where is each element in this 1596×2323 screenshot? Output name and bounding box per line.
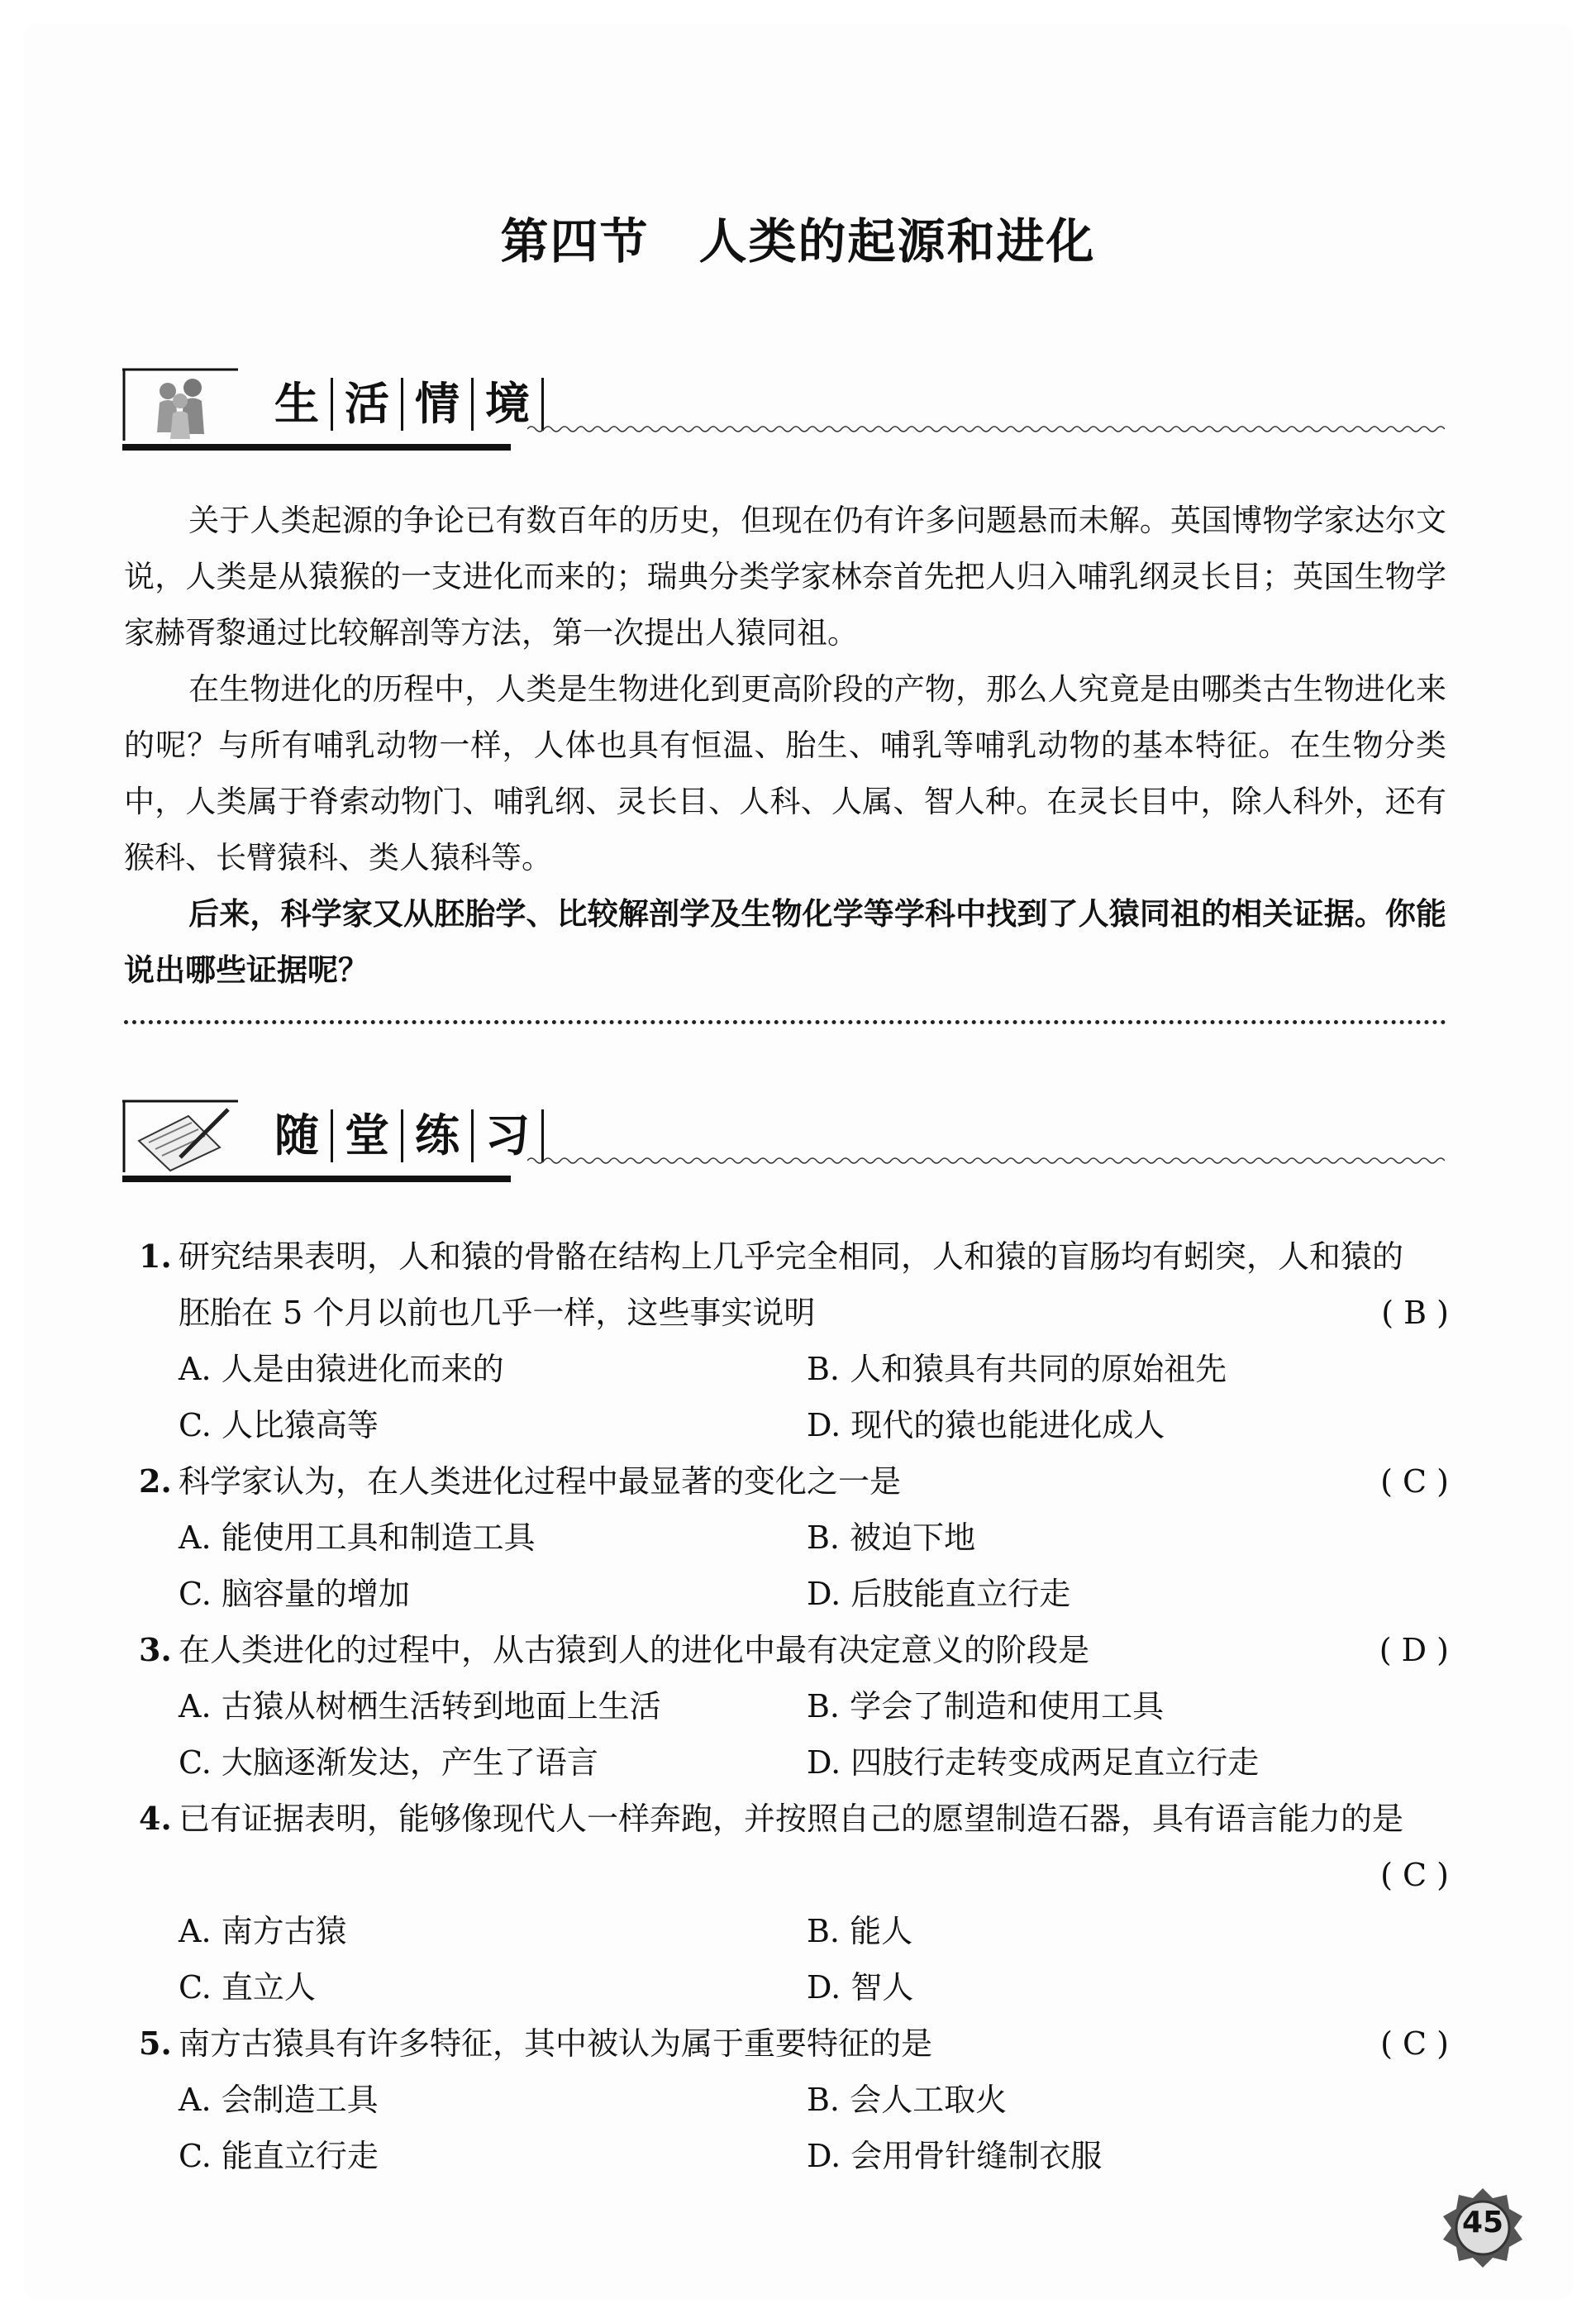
option-b: B. 学会了制造和使用工具 <box>807 1688 1165 1724</box>
question-stem: 已有证据表明，能够像现代人一样奔跑，并按照自己的愿望制造石器，具有语言能力的是 <box>179 1801 1404 1837</box>
option-c: C. 人比猿高等 <box>179 1407 379 1443</box>
option-c: C. 能直立行走 <box>179 2138 379 2174</box>
question-stem: 研究结果表明，人和猿的骨骼在结构上几乎完全相同，人和猿的盲肠均有蚓突，人和猿的 <box>179 1238 1404 1275</box>
dotted-divider <box>124 1020 1446 1024</box>
question-stem: 在人类进化的过程中，从古猿到人的进化中最有决定意义的阶段是 <box>179 1632 1090 1668</box>
question-stem: 科学家认为，在人类进化过程中最显著的变化之一是 <box>179 1463 902 1500</box>
header-bar <box>122 1176 511 1182</box>
question-5 <box>139 2015 1449 2184</box>
question-1 <box>139 1228 1449 1453</box>
answer-blank: ( C ) <box>1380 2025 1449 2062</box>
option-b: B. 被迫下地 <box>807 1519 976 1556</box>
answer-blank: ( D ) <box>1379 1632 1449 1668</box>
section-header-life-context <box>122 368 1445 451</box>
question-number: 5. <box>139 2025 172 2062</box>
option-c: C. 大脑逐渐发达，产生了语言 <box>179 1744 598 1781</box>
people-icon <box>122 368 238 442</box>
question-number: 1. <box>139 1238 172 1275</box>
option-c: C. 直立人 <box>179 1969 316 2006</box>
question-number: 3. <box>139 1631 172 1668</box>
option-d: D. 会用骨针缝制衣服 <box>807 2138 1103 2174</box>
option-b: B. 会人工取火 <box>807 2082 1008 2118</box>
notebook-pen-icon <box>122 1099 238 1174</box>
option-a: A. 能使用工具和制造工具 <box>179 1519 536 1556</box>
question-4 <box>139 1791 1449 2015</box>
page-number: 45 <box>1461 2206 1504 2240</box>
question-stem: 南方古猿具有许多特征，其中被认为属于重要特征的是 <box>179 2025 933 2062</box>
answer-blank: ( B ) <box>1381 1295 1449 1331</box>
wave-divider <box>527 424 1445 434</box>
question-2 <box>139 1453 1449 1622</box>
option-d: D. 智人 <box>807 1969 914 2006</box>
option-b: B. 人和猿具有共同的原始祖先 <box>807 1351 1227 1387</box>
option-d: D. 四肢行走转变成两足直立行走 <box>807 1744 1260 1781</box>
option-a: A. 会制造工具 <box>179 2082 379 2118</box>
header-bar <box>122 444 511 451</box>
page-title: 第四节 人类的起源和进化 <box>500 213 1096 270</box>
wave-divider <box>527 1156 1445 1166</box>
option-a: A. 古猿从树栖生活转到地面上生活 <box>179 1688 661 1724</box>
question-stem: 胚胎在 5 个月以前也几乎一样，这些事实说明 <box>179 1295 816 1331</box>
option-a: A. 南方古猿 <box>179 1913 347 1949</box>
question-number: 2. <box>139 1462 172 1500</box>
option-d: D. 后肢能直立行走 <box>807 1576 1071 1612</box>
option-c: C. 脑容量的增加 <box>179 1576 410 1612</box>
answer-blank: ( C ) <box>1380 1857 1449 1893</box>
section-title-practice: 随 堂 练 习 <box>263 1109 544 1162</box>
option-b: B. 能人 <box>807 1913 913 1949</box>
section-title-life-context: 生 活 情 境 <box>263 378 544 431</box>
context-paragraph-3: 后来，科学家又从胚胎学、比较解剖学及生物化学等学科中找到了人猿同祖的相关证据。你能说出哪些证据呢？ <box>124 896 1446 988</box>
context-paragraph-1: 关于人类起源的争论已有数百年的历史，但现在仍有许多问题悬而未解。英国博物学家达尔文说，人类是从猿猴的一支进化而来的；瑞典分类学家林奈首先把人归入哺乳纲灵长目；英国生物学家赫胥黎通过比较解剖等方法，第一次提出人猿同祖。 <box>124 503 1446 651</box>
section-header-practice <box>122 1099 1445 1182</box>
option-d: D. 现代的猿也能进化成人 <box>807 1407 1165 1443</box>
answer-blank: ( C ) <box>1380 1463 1449 1500</box>
question-3 <box>139 1622 1449 1791</box>
option-a: A. 人是由猿进化而来的 <box>179 1351 504 1387</box>
context-paragraph-2: 在生物进化的历程中，人类是生物进化到更高阶段的产物，那么人究竟是由哪类古生物进化来的呢？与所有哺乳动物一样，人体也具有恒温、胎生、哺乳等哺乳动物的基本特征。在生物分类中，人类属于脊索动物门、哺乳纲、灵长目、人科、人属、智人种。在灵长目中，除人科外，还有猴科、长臂猿科、类人猿科等。 <box>124 671 1446 875</box>
question-number: 4. <box>139 1800 172 1837</box>
